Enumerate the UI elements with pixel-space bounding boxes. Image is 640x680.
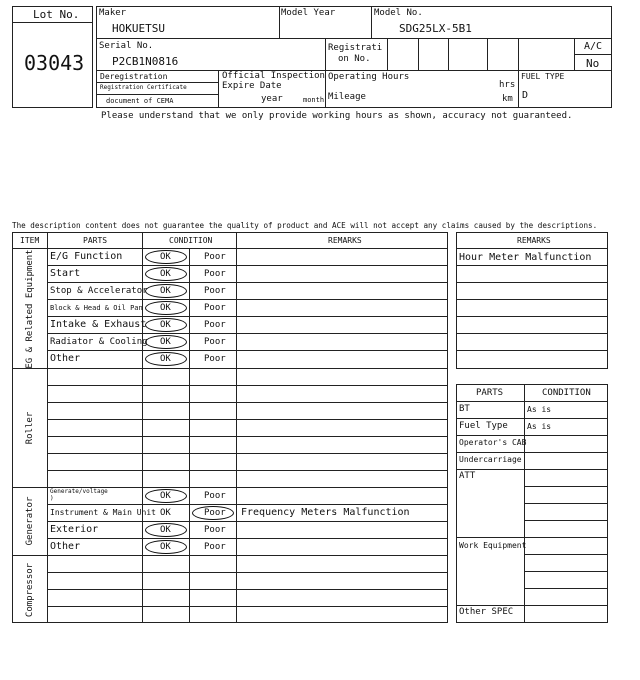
inspection-label-2: Expire Date [222,81,282,91]
poor-option: Poor [204,320,226,330]
ok-option: OK [160,320,171,330]
registration-label: Registrati [328,43,383,53]
part-label: Intake & Exhaust [50,319,147,330]
model-year-label: Model Year [281,8,336,18]
km-label: km [502,94,513,104]
poor-option: Poor [204,525,226,535]
ok-option: OK [160,269,171,279]
ok-option: OK [160,508,171,518]
serial-label: Serial No. [99,41,154,51]
ok-option: OK [160,252,171,262]
poor-option: Poor [204,508,226,518]
month-label: month [303,96,325,104]
lot-number: 03043 [24,51,85,75]
disclaimer-text: The description content does not guarantee the quality of product and ACE will not accept any claims caused by the descriptions. [12,221,598,230]
maker-value: HOKUETSU [112,22,165,35]
poor-option: Poor [204,491,226,501]
poor-option: Poor [204,303,226,313]
part-label: Instrument & Main Unit [50,508,156,517]
poor-option: Poor [204,252,226,262]
model-no-label: Model No. [374,8,423,18]
part-label: E/G Function [50,251,123,262]
parts-header: PARTS [83,236,108,245]
section-label-eg: EG & Related Equipment [25,249,35,369]
parts-table-header: PARTS [476,388,504,398]
fuel-type-value: D [522,90,529,101]
section-label-generator: Generator [25,496,35,546]
condition-table-header: CONDITION [542,388,591,398]
deregistration-label: Deregistration [100,72,168,81]
maker-label: Maker [99,8,127,18]
parts-row-condition: As is [527,405,552,414]
parts-row-condition: As is [527,422,552,431]
section-label-compressor: Compressor [25,562,35,618]
parts-row-label: BT [459,404,470,414]
parts-row-label: ATT [459,471,476,481]
part-label: Stop & Accelerator [50,286,148,296]
part-label: Other [50,541,81,552]
serial-value: P2CB1N0816 [112,55,179,68]
remark-text: Frequency Meters Malfunction [241,507,410,518]
part-label: Other [50,353,81,364]
condition-header: CONDITION [169,236,213,245]
parts-row-label: Work Equipment [459,541,527,550]
mileage-label: Mileage [328,92,366,102]
part-label: Exterior [50,524,99,535]
parts-row-label: Other SPEC [459,607,514,617]
part-label: Start [50,268,81,279]
inspection-label: Official Inspection [222,71,325,81]
item-header: ITEM [20,236,40,245]
year-label: year [261,94,283,104]
right-remark-text: Hour Meter Malfunction [459,252,592,263]
doc-cema-label: document of CEMA [106,97,174,105]
operating-hours-label: Operating Hours [328,72,410,82]
ok-option: OK [160,525,171,535]
part-label: Generate/voltage [50,488,108,495]
ok-option: OK [160,354,171,364]
parts-row-label: Fuel Type [459,421,508,431]
registration-label-2: on No. [338,54,371,64]
ac-value: No [586,57,600,70]
section-label-roller: Roller [25,411,35,445]
part-label-wrap: ) [50,495,54,502]
hrs-label: hrs [499,80,516,90]
ok-option: OK [160,491,171,501]
fuel-type-label: FUEL TYPE [521,72,565,81]
part-label: Radiator & Cooling [50,337,148,347]
poor-option: Poor [204,286,226,296]
poor-option: Poor [204,269,226,279]
parts-row-label: Undercarriage [459,455,522,464]
poor-option: Poor [204,337,226,347]
ok-option: OK [160,286,171,296]
remarks-header: REMARKS [328,236,362,245]
right-remarks-header: REMARKS [517,236,551,245]
lot-label: Lot No. [33,8,80,21]
model-no-value: SDG25LX-5B1 [399,22,472,35]
parts-row-label: Operator's CAB [459,438,527,447]
ok-option: OK [160,542,171,552]
ok-option: OK [160,303,171,313]
reg-cert-label: Registration Certificate [100,84,187,91]
ac-label: A/C [584,41,603,52]
poor-option: Poor [204,354,226,364]
poor-option: Poor [204,542,226,552]
notice-text: Please understand that we only provide working hours as shown, accuracy not guaranteed. [101,111,573,121]
ok-option: OK [160,337,171,347]
part-label: Block & Head & Oil Pan [50,304,143,312]
